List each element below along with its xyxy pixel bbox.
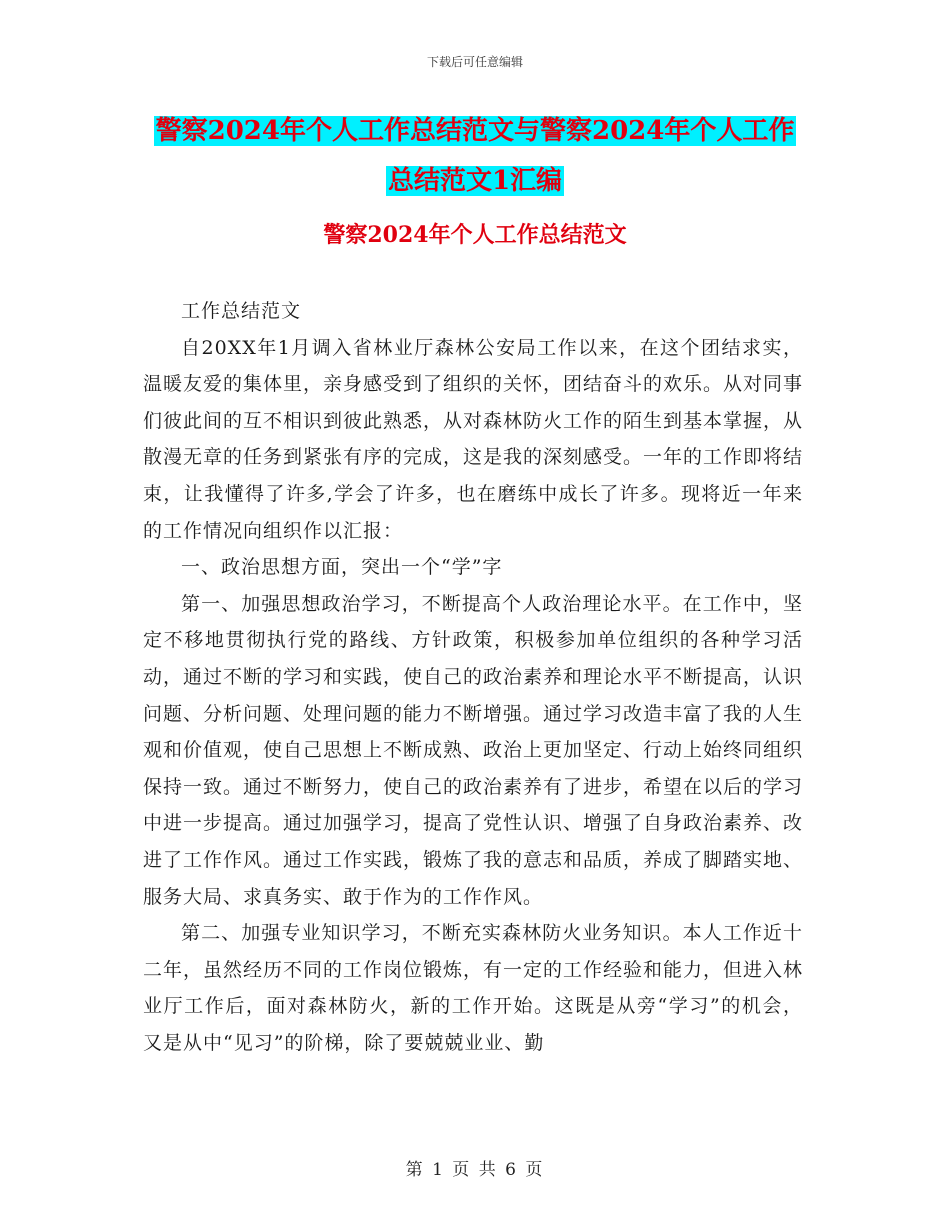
body-paragraph: 第二、加强专业知识学习，不断充实森林防火业务知识。本人工作近十二年，虽然经历不同的工作岗位锻炼，有一定的工作经验和能力，但进入林业厅工作后，面对森林防火，新的工作开始。这既是从旁“学习”的机会，又是从中“见习”的阶梯，除了要兢兢业业、勤 [143, 922, 804, 1054]
page-header-note: 下载后可任意编辑 [426, 55, 523, 69]
body-paragraph: 第一、加强思想政治学习，不断提高个人政治理论水平。在工作中，坚定不移地贯彻执行党的路线、方针政策，积极参加单位组织的各种学习活动，通过不断的学习和实践，使自己的政治素养和理论水平不断提高，认识问题、分析问题、处理问题的能力不断增强。通过学习改造丰富了我的人生观和价值观，使自己思想上不断成熟、政治上更加坚定、行动上始终同组织保持一致。通过不断努力，使自己的政治素养有了进步，希望在以后的学习中进一步提高。通过加强学习，提高了党性认识、增强了自身政治素养、改进了工作作风。通过工作实践，锻炼了我的意志和品质，养成了脚踏实地、服务大局、求真务实、敢于作为的工作作风。 [143, 592, 804, 908]
document-title-text: 警察2024年个人工作总结范文与警察2024年个人工作总结范文1汇编 [155, 116, 795, 196]
document-title [145, 106, 805, 206]
section-title: 警察2024年个人工作总结范文 [323, 222, 627, 248]
page-footer-indicator: 第 1 页 共 6 页 [405, 1160, 545, 1180]
document-body [143, 293, 803, 1061]
body-paragraph: 一、政治思想方面，突出一个“学”字 [181, 556, 503, 579]
body-paragraph: 工作总结范文 [181, 300, 302, 322]
body-paragraph: 自20XX年1月调入省林业厅森林公安局工作以来，在这个团结求实，温暖友爱的集体里，亲身感受到了组织的关怀，团结奋斗的欢乐。从对同事们彼此间的互不相识到彼此熟悉，从对森林防火工作的陌生到基本掌握，从散漫无章的任务到紧张有序的完成，这是我的深刻感受。一年的工作即将结束，让我懂得了许多,学会了许多，也在磨练中成长了许多。现将近一年来的工作情况向组织作以汇报： [143, 336, 804, 542]
